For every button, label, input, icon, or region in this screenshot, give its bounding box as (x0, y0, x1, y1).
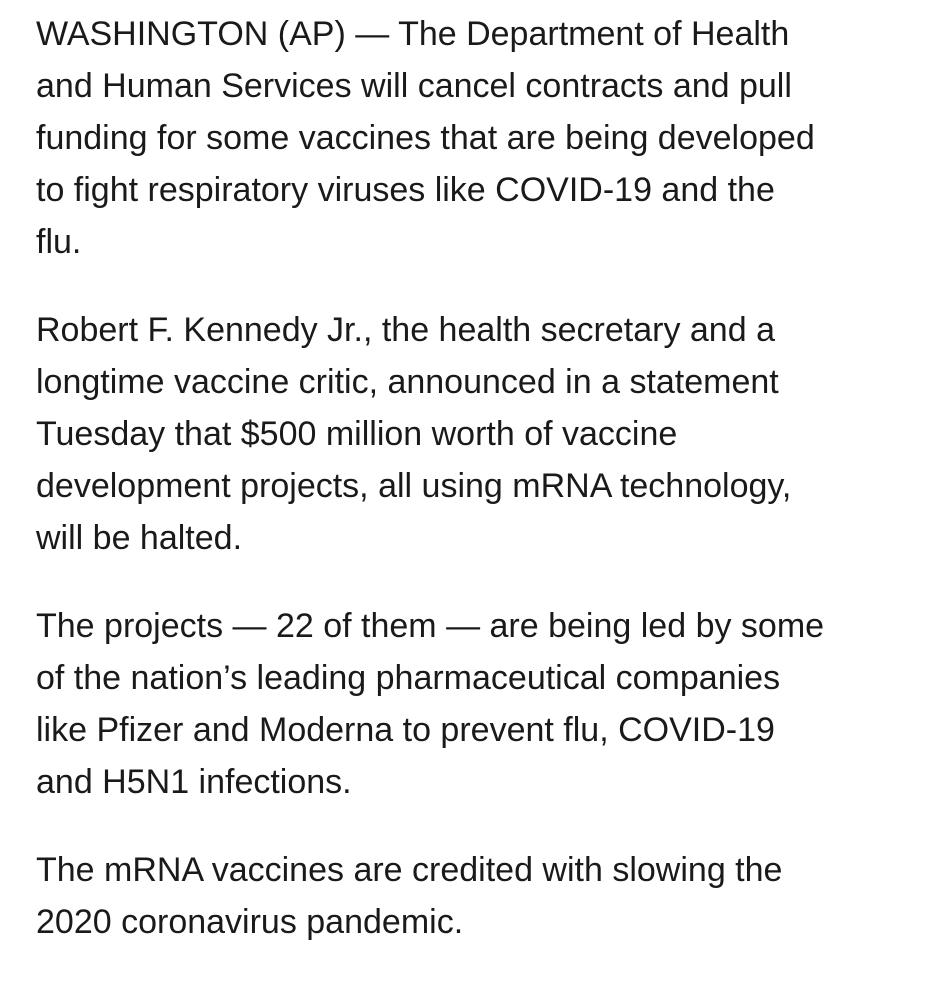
paragraph-kennedy-statement (36, 304, 936, 564)
paragraph-line: of the nation’s leading pharmaceutical companies (36, 659, 781, 697)
paragraph-line: The mRNA vaccines are credited with slowing the (36, 851, 783, 889)
paragraph-line: funding for some vaccines that are being developed (36, 119, 815, 157)
paragraph-line: flu. (36, 223, 82, 261)
paragraph-line: development projects, all using mRNA technology, (36, 467, 792, 505)
article-body (36, 8, 936, 984)
paragraph-line: The projects — 22 of them — are being led by some (36, 607, 825, 645)
paragraph-line: longtime vaccine critic, announced in a statement (36, 363, 779, 401)
paragraph-line: and H5N1 infections. (36, 763, 352, 801)
paragraph-line: WASHINGTON (AP) — The Department of Health (36, 15, 790, 53)
paragraph-mrna-credited (36, 844, 936, 948)
paragraph-line: will be halted. (36, 519, 243, 557)
paragraph-projects (36, 600, 936, 808)
paragraph-washington-ap (36, 8, 936, 268)
paragraph-line: 2020 coronavirus pandemic. (36, 903, 464, 941)
paragraph-line: and Human Services will cancel contracts and pull (36, 67, 792, 105)
paragraph-line: to fight respiratory viruses like COVID-19 and the (36, 171, 775, 209)
paragraph-line: Tuesday that $500 million worth of vaccine (36, 415, 678, 453)
paragraph-line: Robert F. Kennedy Jr., the health secretary and a (36, 311, 775, 349)
paragraph-line: like Pfizer and Moderna to prevent flu, COVID-19 (36, 711, 775, 749)
